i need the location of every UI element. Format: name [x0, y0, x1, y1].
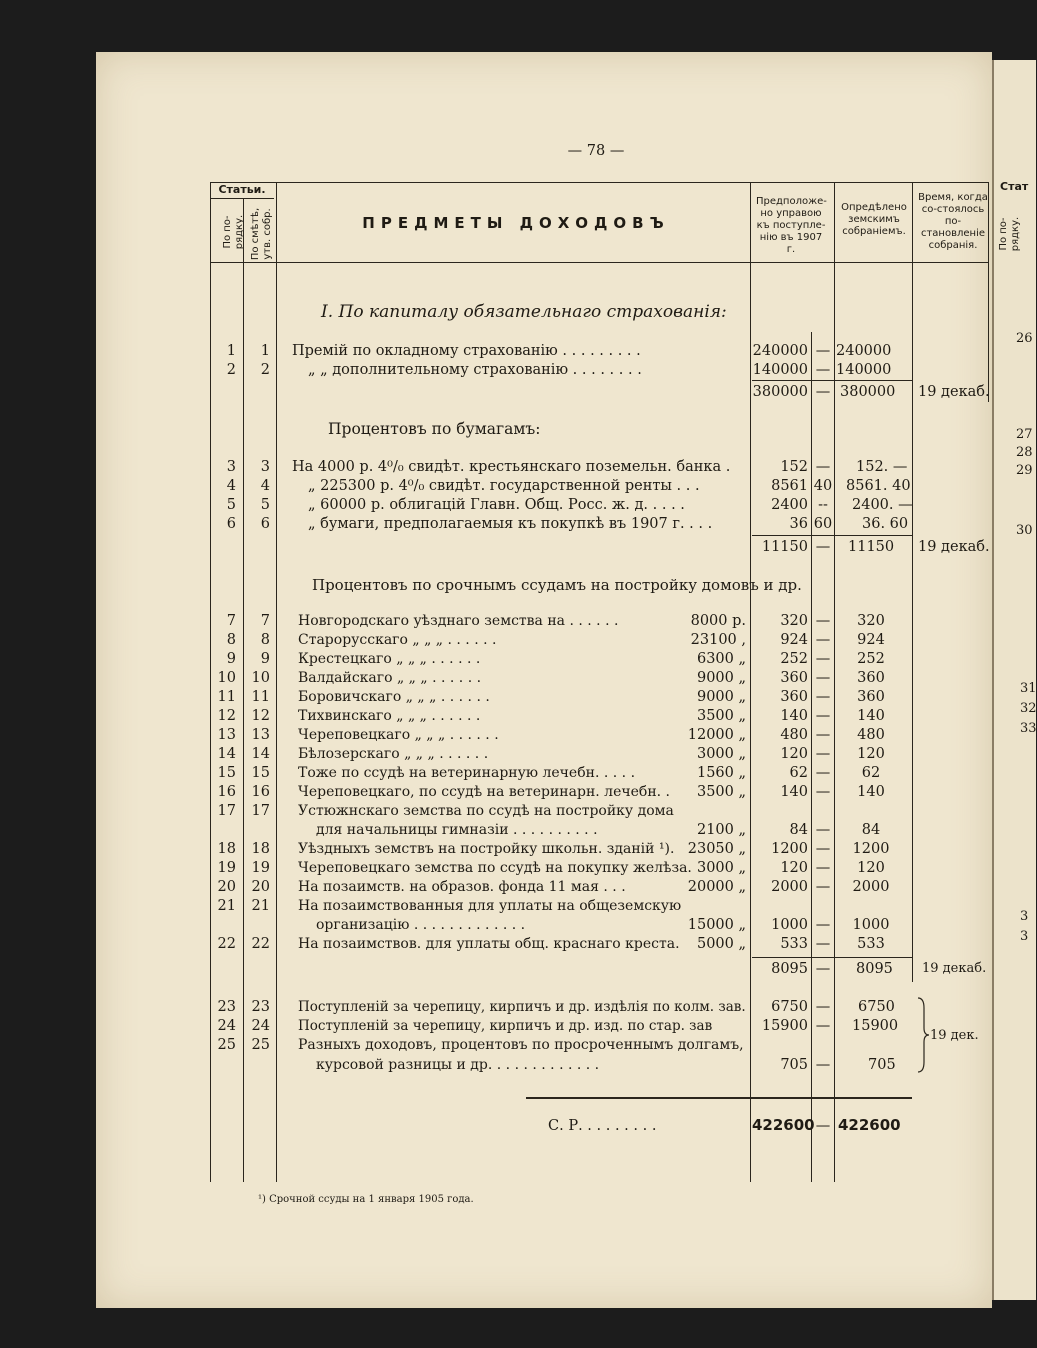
row-25-text2: курсовой разницы и др. . . . . . . . . . . . .	[316, 1057, 600, 1073]
row-n: 17	[217, 803, 236, 819]
row-text: Тихвинскаго „ „ „ . . . . . .	[298, 708, 481, 724]
row-pk: —	[815, 708, 831, 724]
row-23-n: 23	[217, 999, 236, 1015]
row-pred: 924	[780, 632, 808, 648]
row-pred: 62	[789, 765, 808, 781]
row-n: 15	[217, 765, 236, 781]
row-3-s: 3	[260, 459, 270, 475]
row-opr: 84	[861, 822, 881, 838]
row-amount: 23100 ,	[690, 632, 746, 648]
row-24-pk: —	[815, 1018, 831, 1034]
adjacent-page-edge	[992, 60, 1036, 1300]
row-pred: 533	[780, 936, 808, 952]
header-predmety: ПРЕДМЕТЫ ДОХОДОВЪ	[362, 214, 670, 232]
row-3-pk: —	[815, 459, 831, 475]
row-s: 15	[251, 765, 270, 781]
row-23-opr: 6750	[858, 999, 895, 1015]
row-s: 13	[251, 727, 270, 743]
row-1-pk: —	[815, 343, 831, 359]
section3-total-pred: 8095	[771, 961, 808, 977]
header-stati: Статьи.	[218, 183, 266, 196]
row-4-opr: 8561. 40	[846, 478, 911, 494]
row-5-pk: --	[818, 497, 828, 513]
next-page-number: 26	[1016, 331, 1033, 346]
section1-title: I. По капиталу обязательнаго страхованія:	[321, 302, 727, 322]
row-4-s: 4	[260, 478, 270, 494]
section4-time: 19 дек.	[930, 1028, 979, 1043]
rule-col-n	[243, 198, 244, 1182]
row-pred: 84	[789, 822, 808, 838]
row-n: 22	[217, 936, 236, 952]
row-pk: —	[815, 822, 831, 838]
row-s: 18	[251, 841, 270, 857]
row-amount: 5000 „	[696, 936, 746, 952]
row-amount: 3000 „	[696, 746, 746, 762]
row-text: Новгородскаго уѣзднаго земства на . . . . . .	[298, 613, 619, 629]
row-s: 19	[251, 860, 270, 876]
row-opr: 360	[857, 670, 885, 686]
next-page-number: 29	[1016, 463, 1033, 478]
row-4-pred: 8561	[771, 478, 808, 494]
row-pred: 1200	[771, 841, 808, 857]
row-opr: 480	[857, 727, 885, 743]
row-amount: 3500 „	[696, 708, 746, 724]
next-page-number: 33	[1020, 721, 1037, 736]
row-n: 10	[217, 670, 236, 686]
row-1-opr: 240000	[836, 343, 892, 359]
row-text: Валдайскаго „ „ „ . . . . . .	[298, 670, 482, 686]
row-s: 16	[251, 784, 270, 800]
row-amount: 23050 „	[687, 841, 746, 857]
rule-col-pred	[834, 182, 835, 1182]
document-page	[96, 52, 992, 1308]
row-amount: 2100 „	[696, 822, 746, 838]
row-3-pred: 152	[780, 459, 808, 475]
row-text2: для начальницы гимназіи . . . . . . . . . .	[316, 822, 598, 838]
row-6-s: 6	[260, 516, 270, 532]
rule-right	[988, 182, 989, 402]
section1-total-rule	[752, 380, 912, 381]
grand-total-label: С. Р. . . . . . . . .	[548, 1118, 657, 1134]
row-pk: —	[815, 860, 831, 876]
row-24-pred: 15900	[761, 1018, 808, 1034]
page-number: — 78 —	[567, 143, 625, 159]
row-s: 9	[260, 651, 270, 667]
row-pred: 140	[780, 708, 808, 724]
row-23-pk: —	[815, 999, 831, 1015]
row-pred: 252	[780, 651, 808, 667]
row-23-s: 23	[251, 999, 270, 1015]
row-4-pk: 40	[813, 478, 833, 494]
row-n: 11	[217, 689, 236, 705]
rule-col-opr	[912, 182, 913, 982]
row-n: 21	[217, 898, 236, 914]
row-pk: —	[815, 841, 831, 857]
row-25-pk: —	[815, 1057, 831, 1073]
row-amount: 8000 р.	[690, 613, 746, 629]
row-s: 11	[251, 689, 270, 705]
row-s: 22	[251, 936, 270, 952]
row-amount: 1560 „	[696, 765, 746, 781]
row-23-pred: 6750	[771, 999, 808, 1015]
row-text: Боровичскаго „ „ „ . . . . . .	[298, 689, 490, 705]
next-page-number: 32	[1020, 701, 1037, 716]
row-25-s: 25	[251, 1037, 270, 1053]
section3-total-pk: —	[815, 961, 831, 977]
footnote: ¹) Срочной ссуды на 1 января 1905 года.	[258, 1194, 474, 1205]
row-n: 8	[226, 632, 236, 648]
row-n: 18	[217, 841, 236, 857]
section1-total-time: 19 декаб.	[918, 384, 990, 400]
section2-title: Процентовъ по бумагамъ:	[328, 420, 541, 438]
row-s: 17	[251, 803, 270, 819]
section3-total-rule	[752, 957, 912, 958]
row-3-opr: 152. —	[856, 459, 908, 475]
row-3-text: На 4000 р. 4⁰/₀ свидѣт. крестьянскаго поземельн. банка .	[292, 459, 731, 475]
section1-total-pred: 380000	[752, 384, 808, 400]
row-pk: —	[815, 632, 831, 648]
rule-col-text	[750, 182, 751, 1182]
row-n: 12	[217, 708, 236, 724]
grand-total-pk: —	[815, 1118, 831, 1134]
row-6-opr: 36. 60	[862, 516, 909, 532]
row-pred: 480	[780, 727, 808, 743]
row-amount: 15000 „	[687, 917, 746, 933]
row-pred: 120	[780, 746, 808, 762]
row-pk: —	[815, 879, 831, 895]
row-24-s: 24	[251, 1018, 270, 1034]
row-6-n: 6	[226, 516, 236, 532]
row-pk: —	[815, 651, 831, 667]
row-s: 12	[251, 708, 270, 724]
section1-total-pk: —	[815, 384, 831, 400]
row-opr: 360	[857, 689, 885, 705]
row-opr: 1000	[852, 917, 890, 933]
grand-total-pred: 422600	[752, 1116, 815, 1134]
row-5-pred: 2400	[771, 497, 808, 513]
row-amount: 9000 „	[696, 689, 746, 705]
row-text: Старорусскаго „ „ „ . . . . . .	[298, 632, 497, 648]
row-text: На позаимствованныя для уплаты на общеземскую	[298, 898, 682, 914]
row-pk: —	[815, 727, 831, 743]
row-opr: 533	[857, 936, 885, 952]
grand-total-opr: 422600	[838, 1116, 901, 1134]
header-vremya: Время, когда со-стоялось по-становленіе собранія.	[918, 192, 988, 251]
row-2-text: „ „ дополнительному страхованію . . . . . . . .	[308, 362, 642, 378]
row-25-opr: 705	[868, 1057, 896, 1073]
header-top-rule	[210, 182, 988, 183]
row-s: 7	[260, 613, 270, 629]
row-25-n: 25	[217, 1037, 236, 1053]
row-text: Бѣлозерскаго „ „ „ . . . . . .	[298, 746, 489, 762]
section3-total-opr: 8095	[856, 961, 893, 977]
row-pred: 360	[780, 689, 808, 705]
next-page-number: 3	[1020, 929, 1029, 944]
row-6-text: „ бумаги, предполагаемыя къ покупкѣ въ 1907 г. . . .	[308, 516, 713, 532]
row-amount: 9000 „	[696, 670, 746, 686]
row-pred: 1000	[771, 917, 808, 933]
row-s: 21	[251, 898, 270, 914]
header-po-smete: По смѣтѣ, утв. собр.	[250, 207, 273, 261]
row-2-opr: 140000	[836, 362, 892, 378]
section3-title: Процентовъ по срочнымъ ссудамъ на постройку домовъ и др.	[312, 576, 802, 594]
row-s: 14	[251, 746, 270, 762]
row-5-opr: 2400. —	[852, 497, 913, 513]
row-1-pred: 240000	[752, 343, 808, 359]
section2-total-pk: —	[815, 539, 831, 555]
row-pk: —	[815, 689, 831, 705]
row-pk: —	[815, 670, 831, 686]
row-s: 10	[251, 670, 270, 686]
row-amount: 6300 „	[696, 651, 746, 667]
header-predpolozheno: Предположе-но управою къ поступле-нію въ 1907 г.	[756, 196, 827, 255]
row-amount: 12000 „	[687, 727, 746, 743]
row-text: Череповецкаго „ „ „ . . . . . .	[298, 727, 499, 743]
section2-total-opr: 11150	[848, 539, 895, 555]
row-opr: 140	[857, 708, 885, 724]
section1-total-opr: 380000	[840, 384, 896, 400]
row-text: На позаимствов. для уплаты общ. краснаго креста.	[298, 936, 680, 952]
row-amount: 20000 „	[687, 879, 746, 895]
row-text: На позаимств. на образов. фонда 11 мая . . .	[298, 879, 626, 895]
row-2-n: 2	[226, 362, 236, 378]
row-pk: —	[815, 784, 831, 800]
row-text: Уѣздныхъ земствъ на постройку школьн. зданій ¹).	[298, 841, 675, 857]
next-page-number: 28	[1016, 445, 1033, 460]
row-text: Крестецкаго „ „ „ . . . . . .	[298, 651, 481, 667]
row-4-text: „ 225300 р. 4⁰/₀ свидѣт. государственной ренты . . .	[308, 478, 700, 494]
row-pred: 120	[780, 860, 808, 876]
row-n: 7	[226, 613, 236, 629]
row-opr: 2000	[852, 879, 890, 895]
row-opr: 924	[857, 632, 885, 648]
next-page-header: Стат	[1000, 180, 1029, 193]
section2-total-rule	[752, 535, 912, 536]
row-n: 9	[226, 651, 236, 667]
next-page-number: 3	[1020, 909, 1029, 924]
row-4-n: 4	[226, 478, 236, 494]
header-po-ryadu: По по-рядку.	[222, 214, 245, 250]
row-pred: 2000	[771, 879, 808, 895]
row-5-text: „ 60000 р. облигацій Главн. Общ. Росс. ж. д. . . . .	[308, 497, 685, 513]
rule-col-s	[276, 182, 277, 1182]
row-6-pk: 60	[813, 516, 833, 532]
next-page-number: 30	[1016, 523, 1033, 538]
row-text2: организацію . . . . . . . . . . . . .	[316, 917, 526, 933]
row-pk: —	[815, 936, 831, 952]
row-text: Устюжнскаго земства по ссудѣ на постройку дома	[298, 803, 674, 819]
section2-total-pred: 11150	[761, 539, 808, 555]
row-n: 19	[217, 860, 236, 876]
section2-total-time: 19 декаб.	[918, 539, 990, 555]
row-25-pred: 705	[780, 1057, 808, 1073]
header-bottom-rule	[210, 262, 988, 263]
row-6-pred: 36	[789, 516, 808, 532]
row-pk: —	[815, 765, 831, 781]
row-text: Череповецкаго, по ссудѣ на ветеринарн. лечебн. .	[298, 784, 671, 800]
row-n: 16	[217, 784, 236, 800]
row-pred: 140	[780, 784, 808, 800]
row-pk: —	[815, 613, 831, 629]
row-opr: 120	[857, 860, 885, 876]
row-text: Тоже по ссудѣ на ветеринарную лечебн. . . . .	[298, 765, 636, 781]
row-5-n: 5	[226, 497, 236, 513]
row-s: 8	[260, 632, 270, 648]
section4-brace	[916, 996, 930, 1074]
row-n: 13	[217, 727, 236, 743]
row-opr: 252	[857, 651, 885, 667]
row-text: Череповецкаго земства по ссудѣ на покупку желѣза.	[298, 860, 692, 876]
row-24-opr: 15900	[852, 1018, 899, 1034]
row-amount: 3000 „	[696, 860, 746, 876]
row-opr: 320	[857, 613, 885, 629]
row-3-n: 3	[226, 459, 236, 475]
row-2-pk: —	[815, 362, 831, 378]
row-5-s: 5	[260, 497, 270, 513]
row-opr: 140	[857, 784, 885, 800]
row-pk: —	[815, 917, 831, 933]
row-1-n: 1	[226, 343, 236, 359]
row-s: 20	[251, 879, 270, 895]
row-amount: 3500 „	[696, 784, 746, 800]
row-opr: 1200	[852, 841, 890, 857]
row-23-text: Поступленій за черепицу, кирпичъ и др. издѣлія по колм. зав.	[298, 999, 746, 1015]
row-2-s: 2	[260, 362, 270, 378]
row-opr: 120	[857, 746, 885, 762]
row-opr: 62	[861, 765, 881, 781]
row-24-n: 24	[217, 1018, 236, 1034]
stati-rule	[210, 198, 274, 199]
row-25-text: Разныхъ доходовъ, процентовъ по просроченнымъ долгамъ,	[298, 1037, 744, 1053]
grand-total-rule	[526, 1097, 912, 1099]
row-1-text: Премій по окладному страхованію . . . . . . . . .	[292, 343, 641, 359]
section3-total-time: 19 декаб.	[922, 961, 987, 976]
row-2-pred: 140000	[752, 362, 808, 378]
next-page-number: 27	[1016, 427, 1033, 442]
row-24-text: Поступленій за черепицу, кирпичъ и др. изд. по стар. зав	[298, 1018, 713, 1034]
header-opredeleno: Опредѣлено земскимъ собраніемъ.	[841, 202, 907, 237]
row-pred: 320	[780, 613, 808, 629]
rule-left	[210, 182, 211, 1182]
row-pk: —	[815, 746, 831, 762]
row-1-s: 1	[260, 343, 270, 359]
row-n: 14	[217, 746, 236, 762]
row-pred: 360	[780, 670, 808, 686]
row-n: 20	[217, 879, 236, 895]
next-page-col: По по-рядку.	[998, 216, 1021, 252]
next-page-number: 31	[1020, 681, 1037, 696]
